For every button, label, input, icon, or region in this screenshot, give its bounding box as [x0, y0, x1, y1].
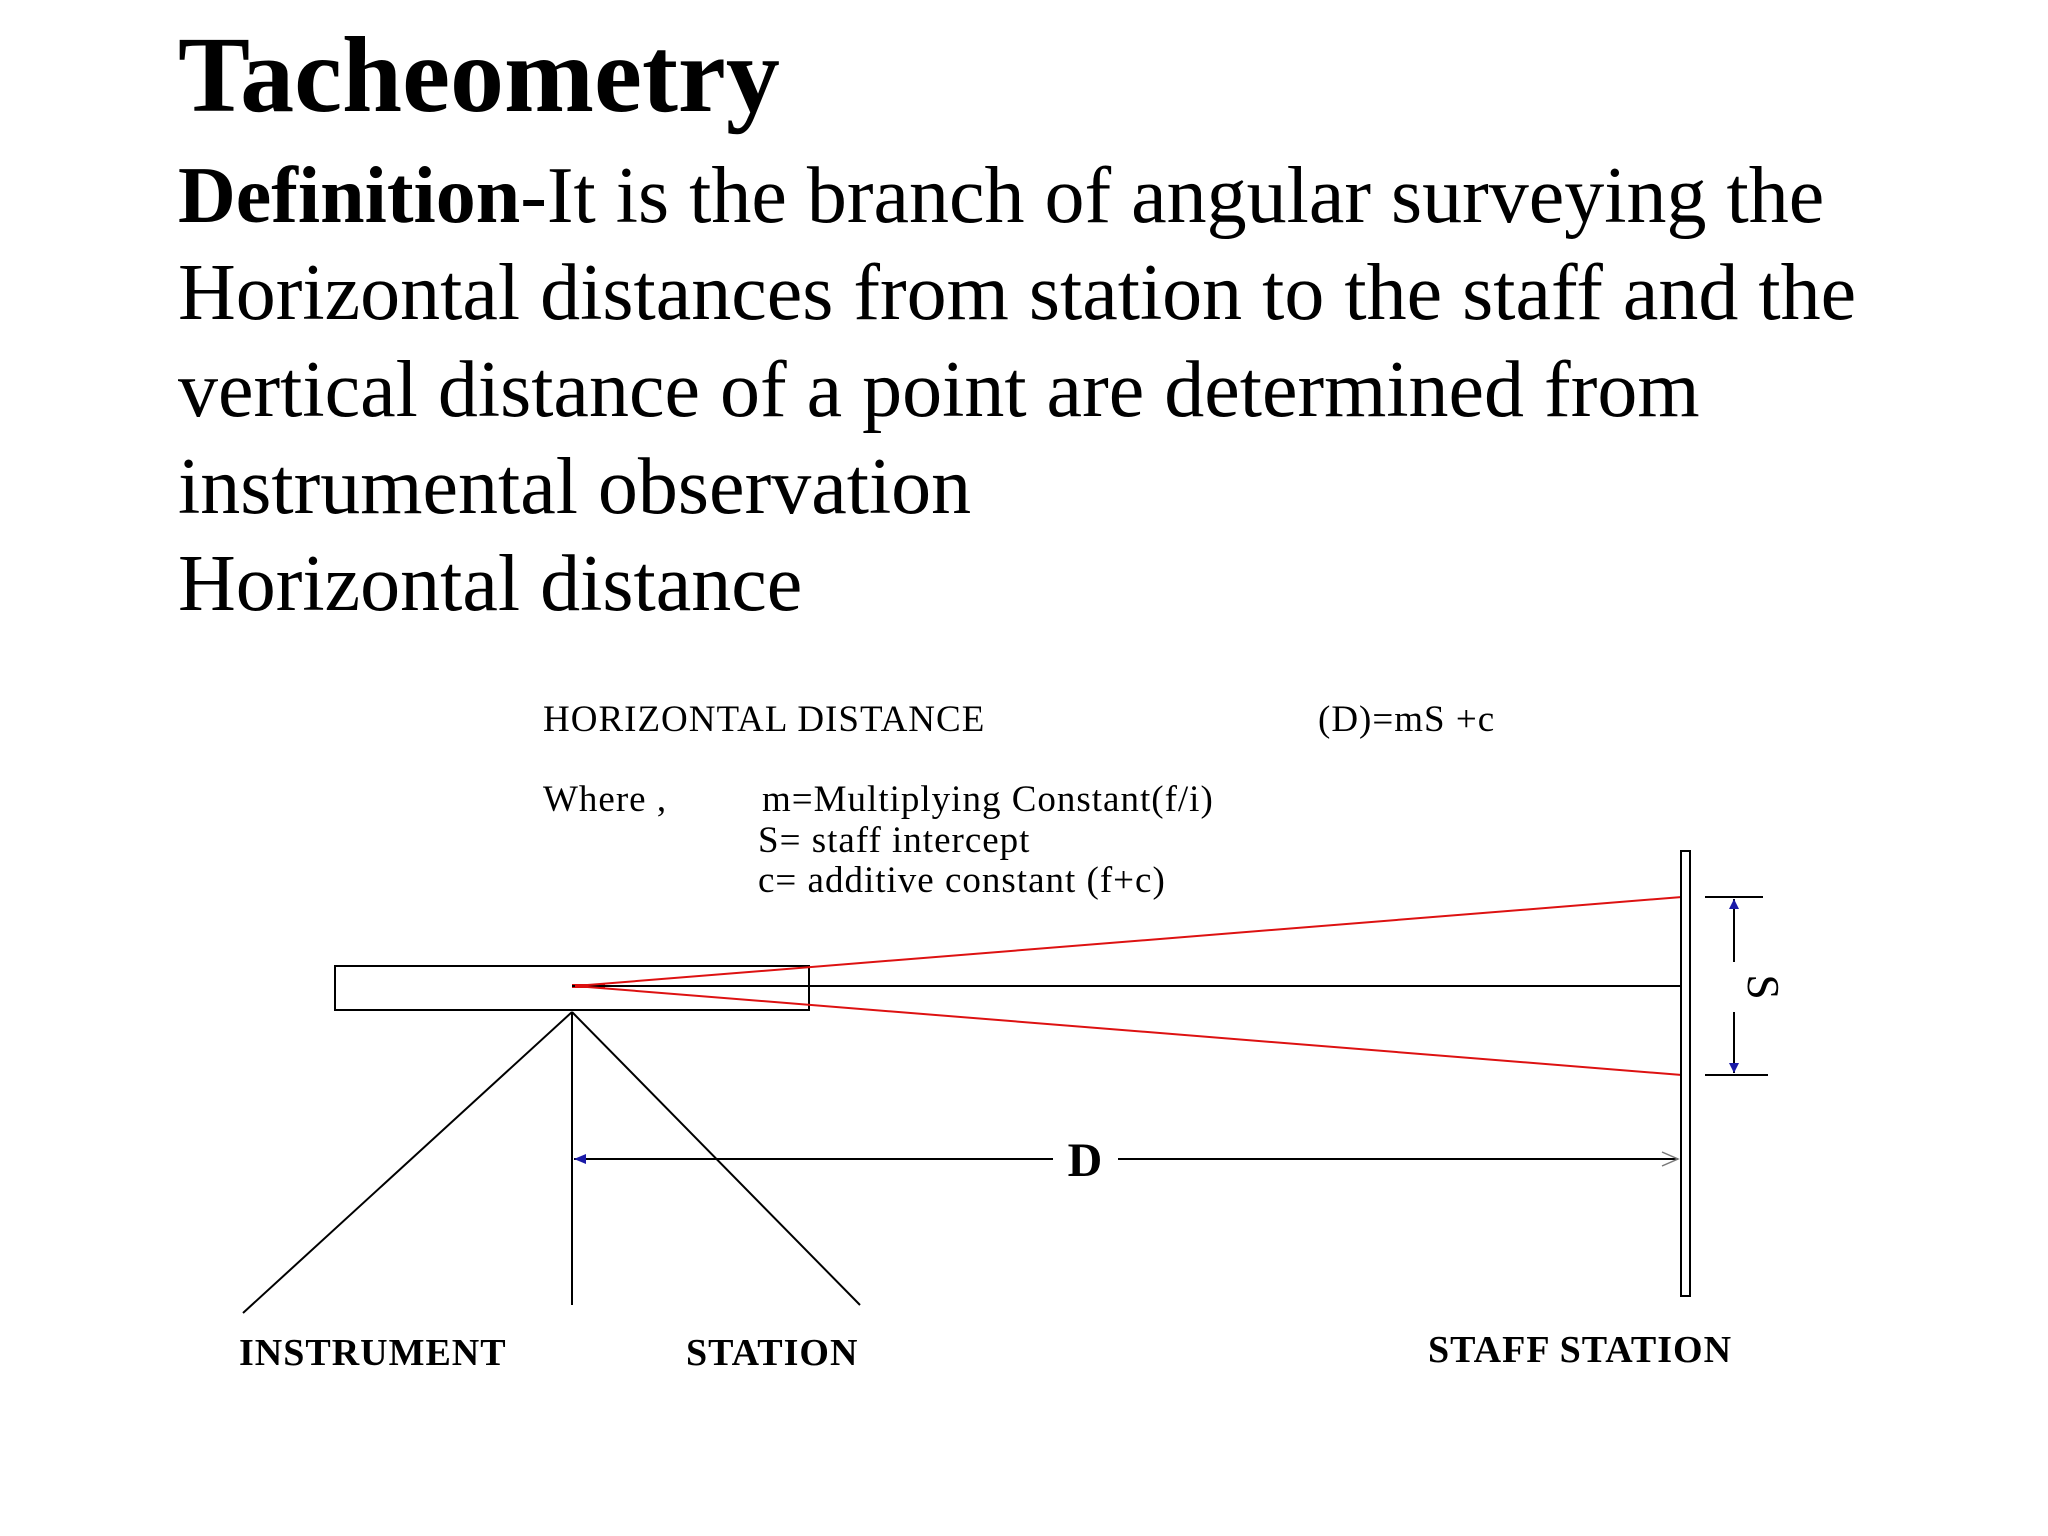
intercept-arrow-up [1729, 899, 1739, 909]
staff-station-label: STAFF STATION [1428, 1329, 1733, 1371]
distance-arrow-left [574, 1154, 586, 1164]
definition-line-4: instrumental observation [178, 443, 972, 531]
diagram-heading: HORIZONTAL DISTANCE [543, 699, 986, 740]
subheading-horizontal-distance: Horizontal distance [178, 540, 803, 628]
definition-line-3: vertical distance of a point are determined from [178, 346, 1700, 434]
diagram-formula: (D)=mS +c [1318, 699, 1496, 740]
intercept-label: S [1738, 974, 1789, 1000]
definition-line-2: Horizontal distances from station to the staff and the [178, 249, 1857, 337]
levelling-staff [1681, 851, 1690, 1296]
slide-title: Tacheometry [178, 16, 780, 135]
lower-sight-line [575, 986, 1682, 1075]
definition-text-1: -It is the branch of angular surveying the [520, 152, 1825, 240]
intercept-arrow-down [1729, 1063, 1739, 1073]
definition-term: Definition [178, 152, 521, 240]
instrument-label: INSTRUMENT [239, 1332, 507, 1374]
instrument-station-label: STATION [686, 1332, 859, 1374]
definition-s: S= staff intercept [758, 820, 1031, 861]
definition-m: m=Multiplying Constant(f/i) [762, 779, 1214, 820]
distance-label: D [1067, 1134, 1103, 1187]
tripod-leg-left [243, 1012, 572, 1313]
upper-sight-line [575, 897, 1682, 986]
definition-c: c= additive constant (f+c) [758, 860, 1166, 901]
where-label: Where , [543, 779, 668, 820]
